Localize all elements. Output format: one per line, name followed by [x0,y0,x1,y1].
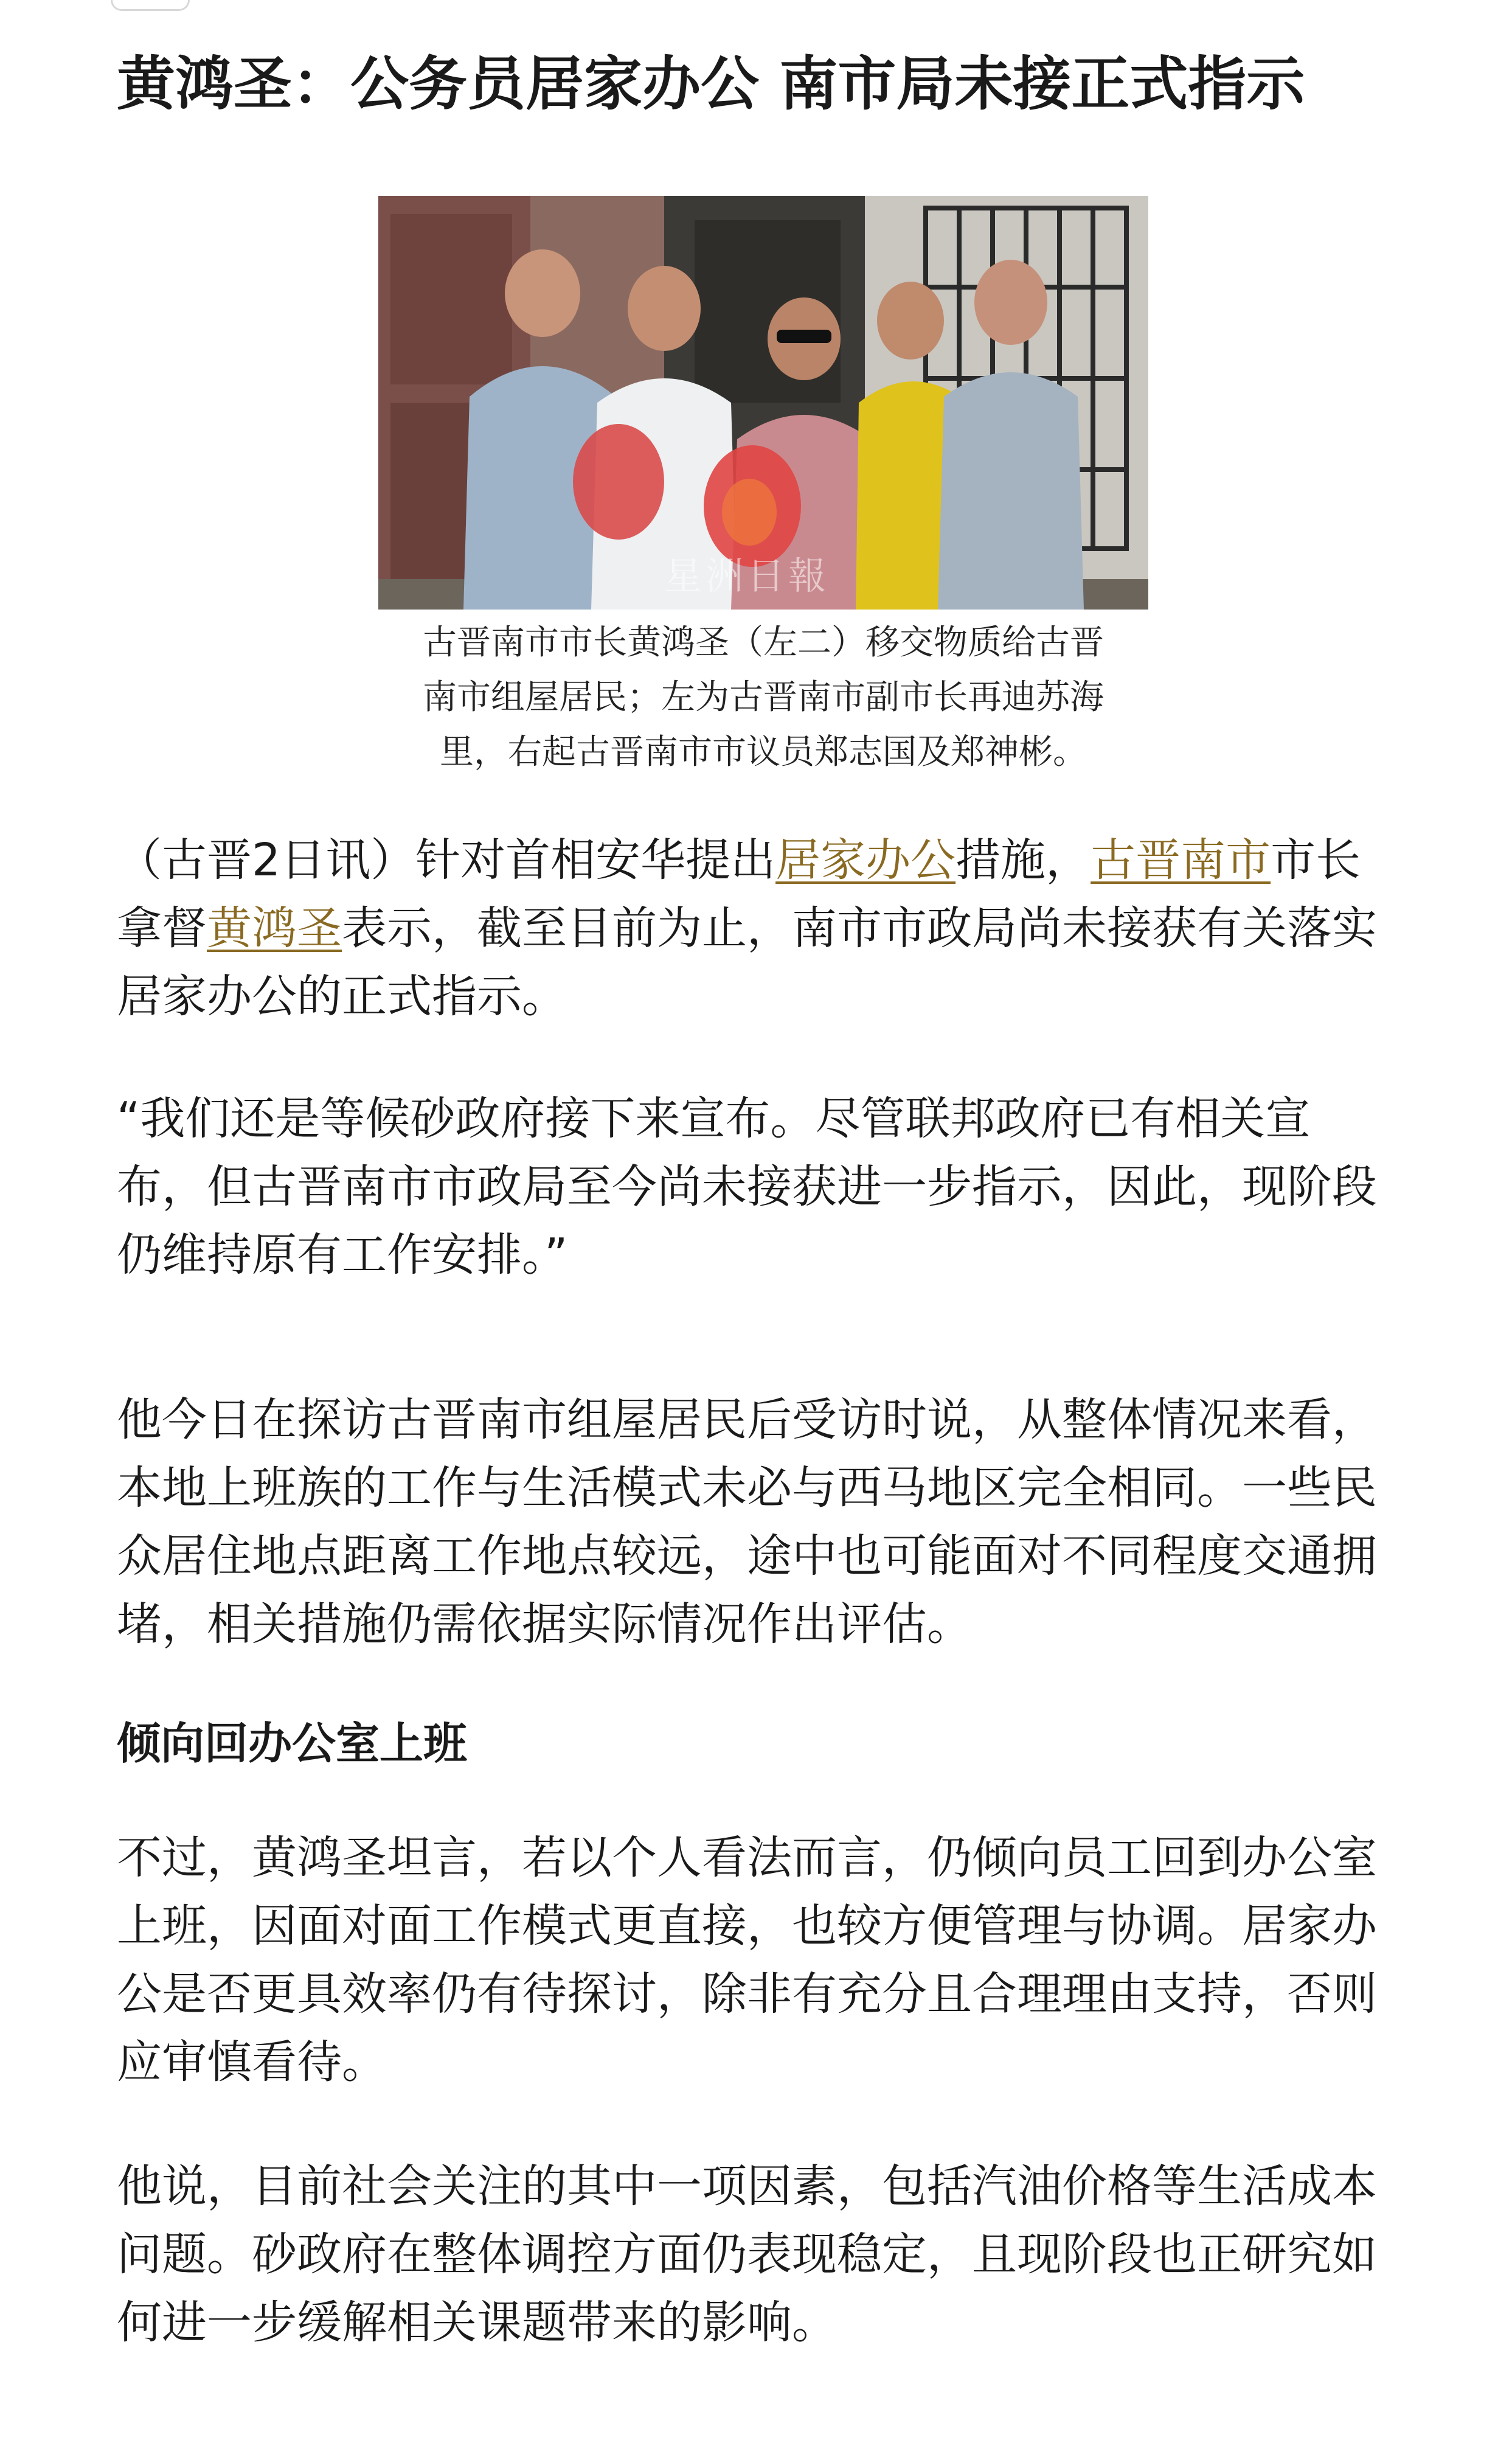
paragraph-line: 他今日在探访古晋南市组屋居民后受访时说，从整体情况来看， [117,1394,1377,1446]
scroll-edge-fragment [111,0,190,11]
text-run: 表示，截至目前为止，南市市政局尚未接获有关落实 [342,902,1377,954]
link-work-from-home[interactable]: 居家办公 [775,834,956,886]
paragraph-line: 上班，因面对面工作模式更直接，也较方便管理与协调。居家办 [117,1900,1377,1952]
paragraph-3 [117,1386,1406,1658]
caption-line: 古晋南市市长黄鸿圣（左二）移交物质给古晋 [423,623,1104,662]
paragraph-line: 本地上班族的工作与生活模式未必与西马地区完全相同。一些民 [117,1462,1377,1514]
paragraph-2 [117,1085,1406,1289]
text-run: （古晋2日讯）针对首相安华提出 [117,834,776,886]
paragraph-4 [117,1824,1406,2096]
paragraph-line: 居家办公的正式指示。 [117,970,567,1023]
paragraph-line: 仍维持原有工作安排。” [117,1229,568,1281]
text-run: 措施， [955,834,1091,886]
paragraph-5 [117,2152,1406,2357]
paragraph-line: 公是否更具效率仍有待探讨，除非有充分且合理理由支持，否则 [117,1968,1377,2020]
paragraph-line: 不过，黄鸿圣坦言，若以个人看法而言，仍倾向员工回到办公室 [117,1832,1377,1884]
photo-caption [378,616,1148,780]
caption-line: 里，右起古晋南市市议员郑志国及郑神彬。 [440,732,1087,772]
text-run: 拿督 [117,902,207,954]
paragraph-1 [117,826,1406,1030]
text-run: 市长 [1271,834,1361,886]
article-figure [378,196,1148,780]
paragraph-line: 布，但古晋南市市政局至今尚未接获进一步指示，因此，现阶段 [117,1161,1377,1213]
paragraph-line [117,894,1406,962]
paragraph-line: “我们还是等候砂政府接下来宣布。尽管联邦政府已有相关宣 [117,1093,1311,1145]
paragraph-line: 何进一步缓解相关课题带来的影响。 [117,2296,837,2349]
paragraph-line: 应审慎看待。 [117,2036,387,2088]
article-photo[interactable] [378,196,1148,610]
paragraph-line: 众居住地点距离工作地点较远，途中也可能面对不同程度交通拥 [117,1530,1377,1582]
photo-watermark: 星洲日報 [664,554,830,598]
paragraph-line: 问题。砂政府在整体调控方面仍表现稳定，且现阶段也正研究如 [117,2228,1377,2281]
paragraph-line: 堵，相关措施仍需依据实际情况作出评估。 [117,1598,972,1650]
link-wee-hong-seng[interactable]: 黄鸿圣 [207,902,342,954]
paragraph-line: 他说，目前社会关注的其中一项因素，包括汽油价格等生活成本 [117,2160,1377,2212]
caption-line: 南市组屋居民；左为古晋南市副市长再迪苏海 [423,678,1104,717]
link-kuching-south[interactable]: 古晋南市 [1091,834,1271,886]
article-headline: 黄鸿圣：公务员居家办公 南市局未接正式指示 [117,50,1305,118]
paragraph-line [117,826,1406,894]
section-subheading: 倾向回办公室上班 [117,1718,468,1769]
